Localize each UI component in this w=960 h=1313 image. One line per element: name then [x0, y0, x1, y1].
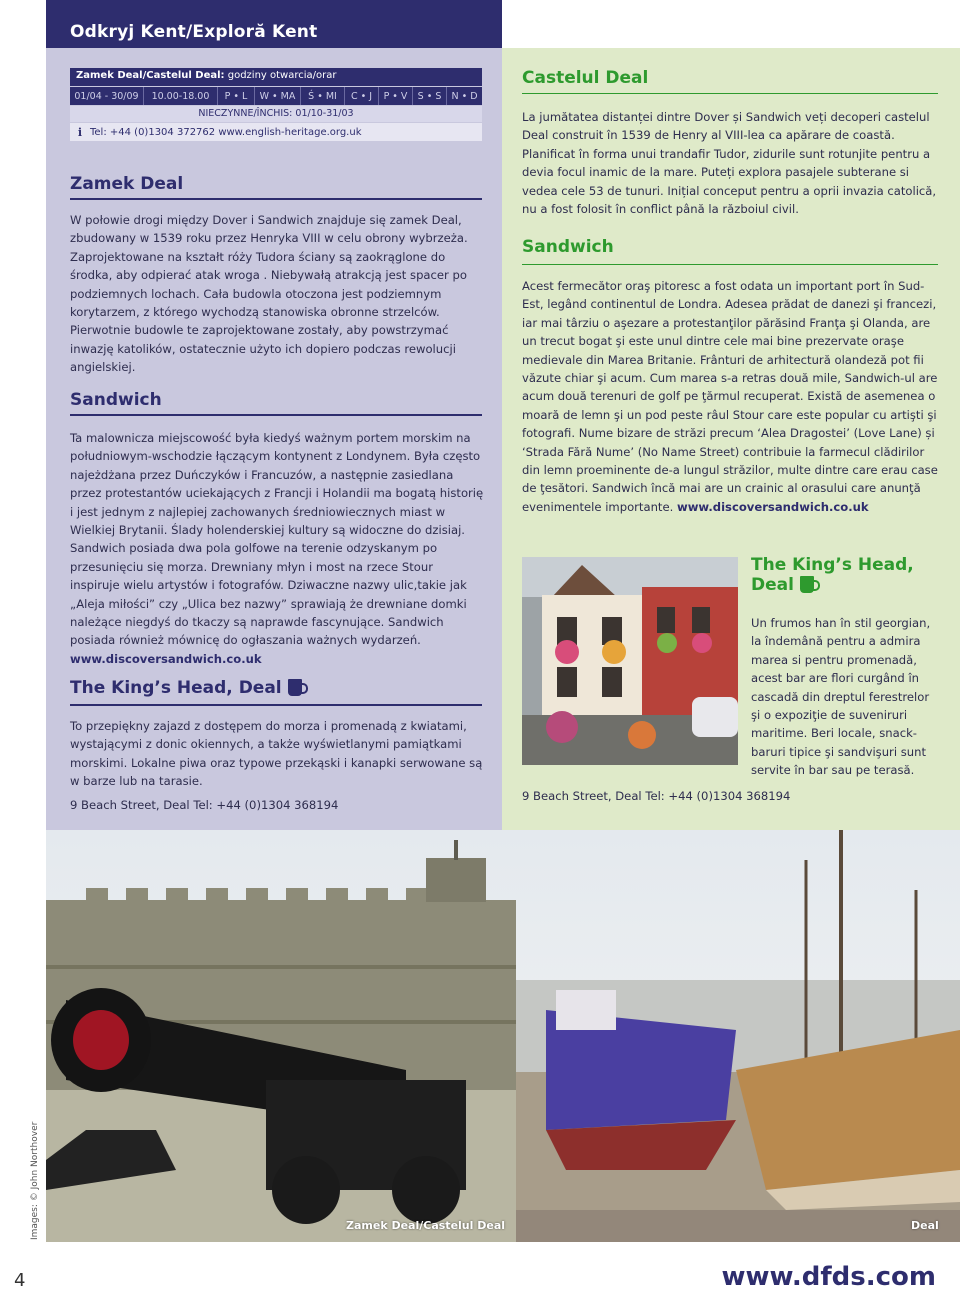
heading-sandwich-ro: Sandwich [522, 237, 614, 257]
address-kings-head-ro: 9 Beach Street, Deal Tel: +44 (0)1304 368194 [522, 789, 791, 803]
info-icon: i [77, 125, 83, 139]
heading-rule [522, 264, 938, 265]
heading-kings-head-pl [70, 678, 302, 698]
paragraph-sandwich-pl [70, 429, 484, 668]
opening-hours-row [70, 87, 482, 105]
sandwich-pl-text: Ta malownicza miejscowość była kiedyś ważnym portem morskim na południowym-wschodzie łączącym kontynent z Londynem. Była często najeżdżana przez Duńczyków i Francuzów, a następnie zasiedlana przez protestantów uciekających z Francji i Holandii ma bogatą historię i jest jednym z najlepiej zachowanych średniowiecznych miast w Wielkiej Brytanii. Ślady holenderskiej kultury są widoczne do dzisiaj. Sandwich posiada dwa pola golfowe na terenie odzyskanym po przesunięciu się morza. Drewniany młyn i most na rzece Stour inspiruje wielu artystów i fotografów. Dziwaczne nazwy ulic,takie jak „Aleja miłości” czy „Ulica bez nazwy” sprawiają że drewniane domki należące niegdyś do tkaczy są naprawde fascynujące. Sandwich posiada również mównicę do ogłaszania ważnych wydarzeń. [70, 431, 484, 648]
hours-dates: 01/04 - 30/09 [70, 87, 144, 105]
heading-rule [522, 93, 938, 94]
photo-credit: Images: © John Northover [30, 1121, 40, 1240]
header-blank [502, 0, 960, 48]
contact-line [70, 123, 482, 141]
kings-head-ro-title: The King’s Head, Deal [751, 555, 914, 595]
heading-rule [70, 704, 482, 706]
paragraph-sandwich-ro [522, 277, 940, 516]
page-title: Odkryj Kent/Exploră Kent [70, 22, 318, 42]
heading-kings-head-ro [751, 555, 931, 595]
hours-day-mon: P • L [218, 87, 255, 105]
opening-hours-box [70, 68, 482, 141]
hours-day-tue: W • MA [255, 87, 301, 105]
paragraph-kings-head-ro: Un frumos han în stil georgian, la îndemână pentru a admira marea si pentru promenadă, acest bar are flori curgând în cascadă din dreptul ferestrelor şi o expoziţie de suveniruri maritime. Beri locale, snack-baruri tipice şi sandvişuri sunt servite în bar sau pe terasă. [751, 616, 931, 778]
opening-hours-title [70, 68, 482, 86]
hours-day-sat: S • S [413, 87, 447, 105]
paragraph-kings-head-pl: To przepiękny zajazd z dostępem do morza i promenadą z kwiatami, wystającymi z donic okiennych, a także wyświetlanymi pamiątkami morskimi. Lokalne piwa oraz typowe przekąski i kanapki serwowane są w barze lub na tarasie. [70, 719, 483, 789]
photo-caption-castle: Zamek Deal/Castelul Deal [346, 1219, 506, 1232]
closed-period: NIECZYNNE/ÎNCHIS: 01/10-31/03 [70, 106, 482, 122]
deal-cannon-boats-photo [46, 830, 960, 1242]
hours-day-thu: C • J [345, 87, 379, 105]
hours-day-fri: P • V [379, 87, 413, 105]
heading-rule [70, 198, 482, 200]
hours-times: 10.00-18.00 [144, 87, 218, 105]
deal-photo-art [46, 830, 960, 1242]
beer-mug-icon [288, 679, 302, 696]
footer-website[interactable]: www.dfds.com [721, 1262, 936, 1292]
beer-mug-icon [800, 576, 814, 593]
address-kings-head-pl: 9 Beach Street, Deal Tel: +44 (0)1304 368194 [70, 798, 339, 812]
kings-head-photo [522, 557, 738, 765]
paragraph-zamek-deal: W połowie drogi między Dover i Sandwich znajduje się zamek Deal, zbudowany w 1539 roku przez Henryka VIII w celu obrony wybrzeża. Zaprojektowane na kształt róży Tudora ściany są zaokrąglone do środka, aby odpierać atak wroga . Niebywałą atrakcją jest spacer po podziemnych lochach. Cała budowla otoczona jest podziemnym korytarzem, z którego wychodzą stanowiska obronne strzelców. Pierwotnie budowle te zaprojektowane zostały, aby powstrzymać inwazję katolików, ostatecznie użyto ich dopiero podczas rewolucji angielskiej. [70, 213, 468, 375]
heading-rule [70, 414, 482, 416]
heading-zamek-deal: Zamek Deal [70, 174, 184, 194]
hours-day-wed: Ś • MI [301, 87, 345, 105]
heading-sandwich-pl: Sandwich [70, 390, 162, 410]
heading-castelul-deal: Castelul Deal [522, 68, 649, 88]
page-number: 4 [14, 1270, 26, 1291]
opening-hours-title-bold: Zamek Deal/Castelul Deal: [76, 70, 225, 81]
hours-day-sun: N • D [451, 90, 478, 102]
kings-head-pl-title: The King’s Head, Deal [70, 678, 282, 698]
opening-hours-title-rest: godziny otwarcia/orar [224, 70, 337, 81]
sandwich-link-ro[interactable]: www.discoversandwich.co.uk [676, 499, 869, 514]
margin-strip [0, 0, 46, 1313]
paragraph-castelul-deal: La jumătatea distanței dintre Dover și Sandwich veți decoperi castelul Deal construit în 1539 de Henry al VIII-lea ca apărare de coastă. Planificat în forma unui trandafir Tudor, zidurile sunt rotunjite pentru a devia focul inamic de la mare. Puteți explora pasajele subterane si vedea cele 53 de tunuri. Inițial conceput pentru a oprii invazia catolică, nu a fost folosit în conflict până la războiul civil. [522, 110, 937, 217]
kings-head-photo-art [522, 557, 738, 765]
sandwich-ro-text: Acest fermecător oraş pitoresc a fost odata un important port în Sud-Est, legând continentul de Londra. Adesea prădat de danezi şi francezi, iar mai târziu o aşezare a protestanţilor părăsind Franţa şi Olanda, are un trecut bogat şi este unul dintre cele mai bine prezervate oraşe medievale din Marea Britanie. Frânturi de arhitectură olandeză pot fii văzute chiar şi acum. Cum marea s-a retras două mile, Sandwich-ul are acum două terenuri de golf pe ţărmul recuperat. Există de asemenea o moară de lemn şi un pod peste râul Stour care este popular cu artişti şi fotografi. Nume bizare de străzi precum ‘Alea Dragostei’ (Love Lane) și ‘Strada Fără Nume’ (No Name Street) contribuie la farmecul clădirilor din lemn proeminente de-a lungul străzilor, multe dintre care erau case de ţesători. Sandwich încă mai are un crainic al orasului care anunţă evenimentele importante. [522, 279, 938, 514]
photo-caption-boats: Deal [911, 1219, 939, 1232]
sandwich-link-pl[interactable]: www.discoversandwich.co.uk [70, 651, 262, 666]
contact-text: Tel: +44 (0)1304 372762 www.english-heritage.org.uk [90, 126, 362, 138]
